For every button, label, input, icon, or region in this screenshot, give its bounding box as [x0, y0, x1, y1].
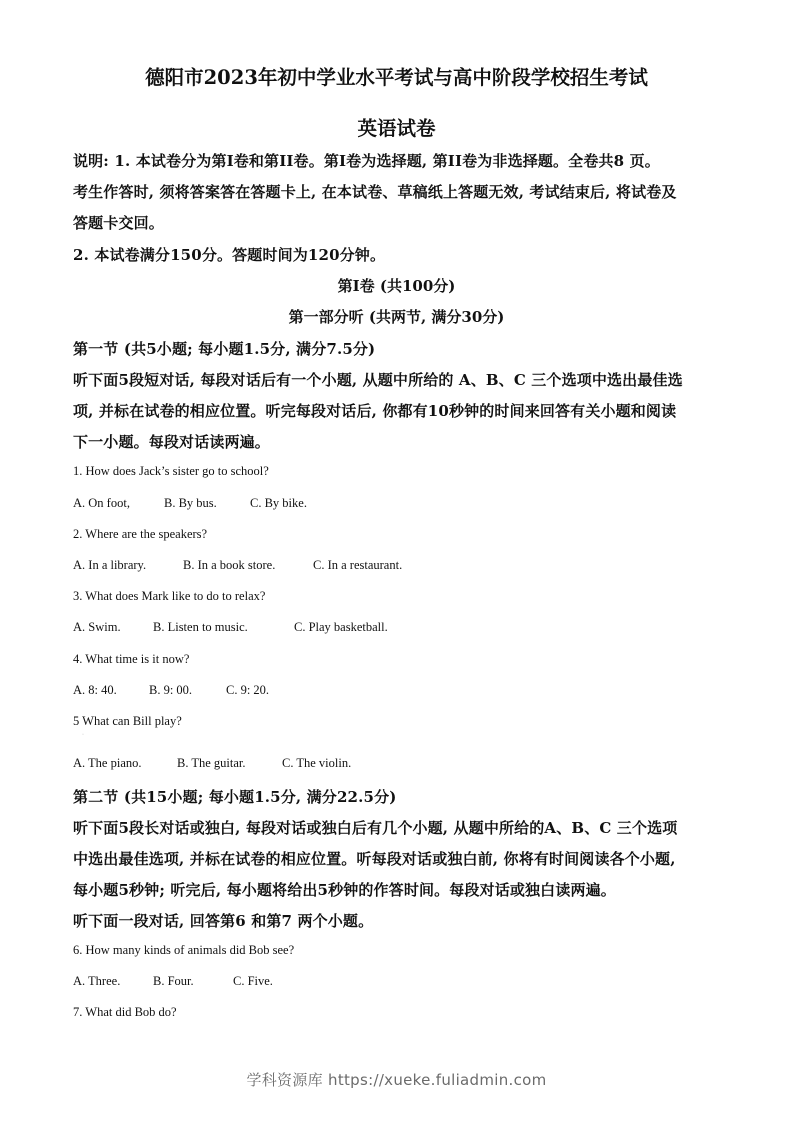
- option-c: C. By bike.: [250, 496, 307, 510]
- section1-title: 第一节 (共5小题; 每小题1.5分, 满分7.5分): [73, 340, 376, 358]
- section1-desc-1: 听下面5段短对话, 每段对话后有一个小题, 从题中所给的 A、B、C 三个选项中选出最佳选: [73, 371, 683, 389]
- section2-desc-1: 听下面5段长对话或独白, 每段对话或独白后有几个小题, 从题中所给的A、B、C 三个选项: [73, 819, 678, 837]
- instructions-line-1: 说明: 1. 本试卷分为第I卷和第II卷。第I卷为选择题, 第II卷为非选择题。全卷共8 页。: [73, 152, 660, 170]
- question-3: 3. What does Mark like to do to relax?: [73, 589, 266, 603]
- part-title: 第一部分听 (共两节, 满分30分): [288, 308, 505, 326]
- option-b: B. Four.: [153, 974, 194, 988]
- instructions-line-4: 2. 本试卷满分150分。答题时间为120分钟。: [73, 246, 386, 264]
- option-b: B. The guitar.: [177, 756, 246, 770]
- question-2: 2. Where are the speakers?: [73, 527, 208, 541]
- option-c: C. In a restaurant.: [313, 558, 403, 572]
- option-c: C. 9: 20.: [226, 683, 270, 697]
- stray-mark: ·: [82, 732, 84, 738]
- option-b: B. In a book store.: [183, 558, 276, 572]
- section2-subtitle: 听下面一段对话, 回答第6 和第7 两个小题。: [73, 912, 374, 930]
- option-a: A. Swim.: [73, 620, 121, 634]
- section2-desc-2: 中选出最佳选项, 并标在试卷的相应位置。听每段对话或独白前, 你将有时间阅读各个小题,: [73, 850, 676, 868]
- instructions-line-2: 考生作答时, 须将答案答在答题卡上, 在本试卷、草稿纸上答题无效, 考试结束后, 将试卷及: [73, 183, 677, 201]
- option-c: C. Five.: [233, 974, 273, 988]
- section1-desc-2: 项, 并标在试卷的相应位置。听完每段对话后, 你都有10秒钟的时间来回答有关小题和阅读: [73, 402, 677, 420]
- instructions-line-3: 答题卡交回。: [73, 214, 164, 232]
- footer-watermark: 学科资源库 https://xueke.fuliadmin.com: [246, 1071, 547, 1089]
- exam-subtitle: 英语试卷: [357, 117, 436, 140]
- option-a: A. In a library.: [73, 558, 147, 572]
- option-a: A. On foot,: [73, 496, 130, 510]
- option-c: C. Play basketball.: [294, 620, 388, 634]
- section2-desc-3: 每小题5秒钟; 听完后, 每小题将给出5秒钟的作答时间。每段对话或独白读两遍。: [73, 881, 616, 899]
- option-b: B. By bus.: [164, 496, 217, 510]
- question-4: 4. What time is it now?: [73, 652, 190, 666]
- volume-title: 第I卷 (共100分): [337, 277, 456, 295]
- question-1: 1. How does Jack’s sister go to school?: [73, 464, 269, 478]
- option-a: A. Three.: [73, 974, 121, 988]
- question-6: 6. How many kinds of animals did Bob see?: [73, 943, 295, 957]
- option-b: B. Listen to music.: [153, 620, 248, 634]
- option-a: A. The piano.: [73, 756, 142, 770]
- exam-title: 德阳市2023年初中学业水平考试与高中阶段学校招生考试: [145, 66, 648, 89]
- option-a: A. 8: 40.: [73, 683, 117, 697]
- option-c: C. The violin.: [282, 756, 352, 770]
- question-5: 5 What can Bill play?: [73, 714, 182, 728]
- section2-title: 第二节 (共15小题; 每小题1.5分, 满分22.5分): [73, 788, 397, 806]
- option-b: B. 9: 00.: [149, 683, 193, 697]
- question-7: 7. What did Bob do?: [73, 1005, 177, 1019]
- section1-desc-3: 下一小题。每段对话读两遍。: [73, 433, 270, 451]
